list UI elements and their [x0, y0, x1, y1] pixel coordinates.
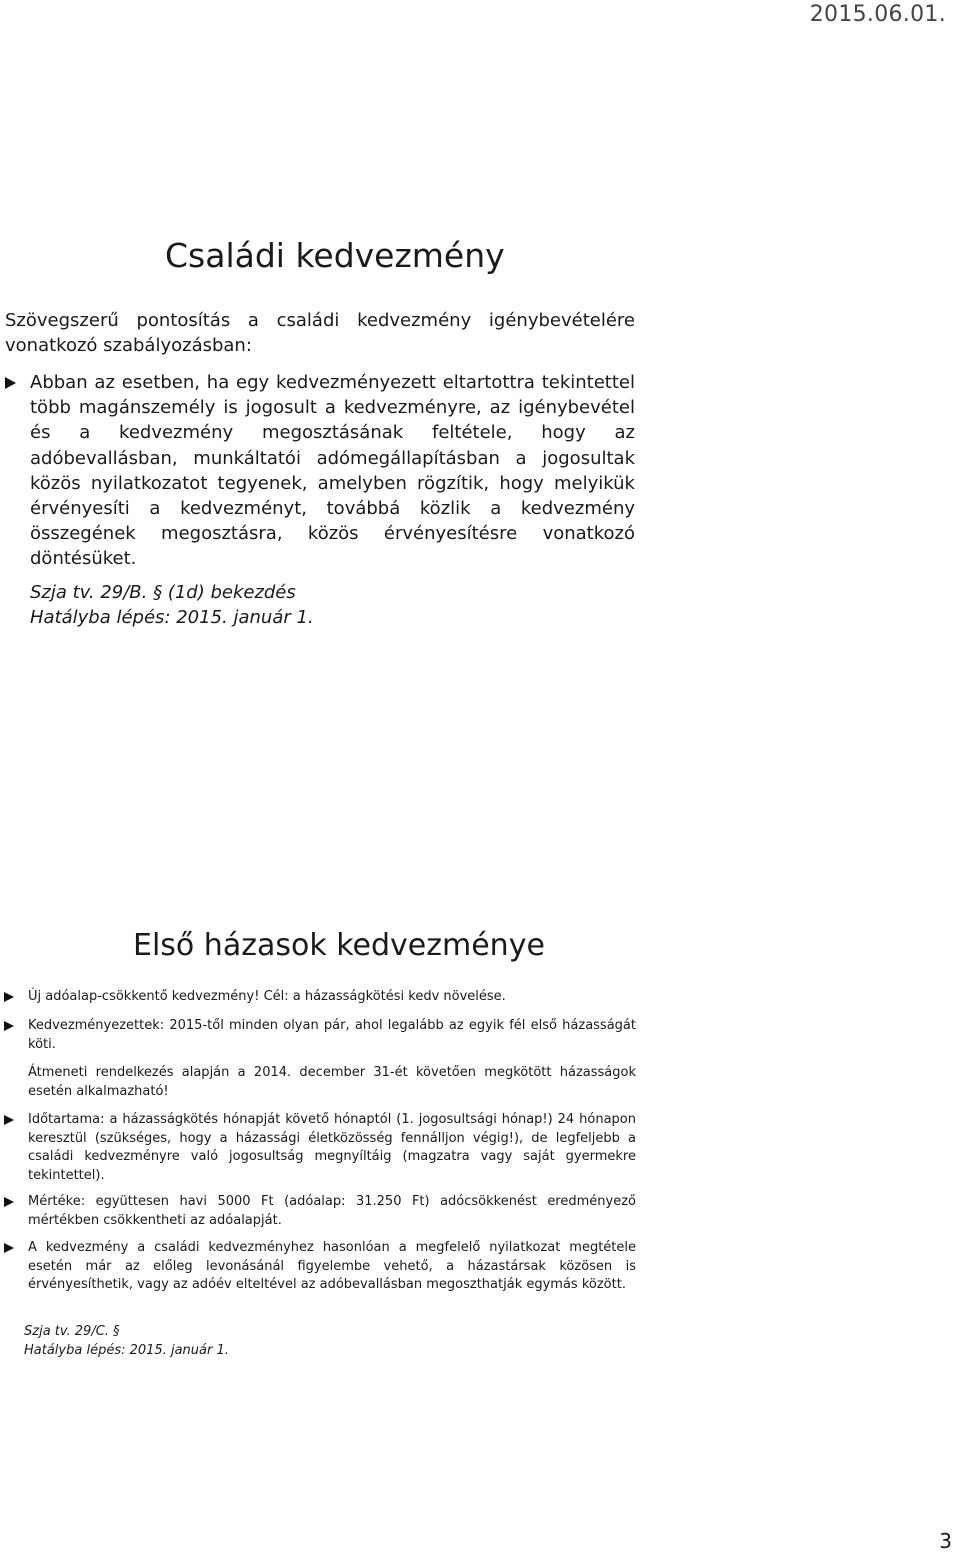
legal-reference	[24, 1322, 229, 1360]
reference-law: Szja tv. 29/C. §	[24, 1324, 120, 1339]
list-item	[4, 1239, 636, 1295]
list-item	[4, 1111, 636, 1185]
list-item-text: Abban az esetben, ha egy kedvezményezett eltartottra tekintettel több magánszemély is jogosult a kedvezményre, az igénybevétel és a kedvezmény megosztásának feltétele, hogy az adóbevallásban, munkáltatói adómegállapításban a jogosultak közös nyilatkozatot tegyenek, amelyben rögzítik, hogy melyikük érvényesíti a kedvezményt, továbbá közlik a kedvezmény összegének megosztásra, közös érvényesítésre vonatkozó döntésüket.	[30, 372, 635, 570]
section-intro: Szövegszerű pontosítás a családi kedvezmény igénybevételére vonatkozó szabályozásban:	[5, 310, 635, 356]
reference-law: Szja tv. 29/B. § (1d) bekezdés	[30, 582, 296, 603]
list-item	[4, 988, 636, 1007]
triangle-bullet-icon	[4, 1197, 14, 1207]
list-item-text: Időtartama: a házasságkötés hónapját követő hónaptól (1. jogosultsági hónap!) 24 hónapon keresztül (szükséges, hogy a házassági életközösség fennálljon végig!), de legfeljebb a családi kedvezményre való jogosultság megnyíltáig (magzatra vagy saját gyermekre tekintettel).	[28, 1112, 636, 1183]
list-item-text: Mértéke: együttesen havi 5000 Ft (adóalap: 31.250 Ft) adócsökkenést eredményező mértékben csökkentheti az adóalapját.	[28, 1194, 636, 1228]
reference-effective-date: Hatályba lépés: 2015. január 1.	[24, 1343, 229, 1358]
transitional-note: Átmeneti rendelkezés alapján a 2014. december 31-ét követően megkötött házasságok esetén alkalmazható!	[28, 1065, 636, 1099]
triangle-bullet-icon	[4, 992, 14, 1002]
section-title-family-allowance: Családi kedvezmény	[165, 236, 505, 275]
page-date: 2015.06.01.	[809, 2, 946, 27]
triangle-bullet-icon	[4, 1021, 14, 1031]
list-item	[5, 370, 635, 572]
section-title-first-marriage: Első házasok kedvezménye	[133, 928, 545, 963]
list-item-text: Új adóalap-csökkentő kedvezmény! Cél: a házasságkötési kedv növelése.	[28, 989, 506, 1004]
page-number: 3	[939, 1529, 952, 1553]
list-item-text: A kedvezmény a családi kedvezményhez hasonlóan a megfelelő nyilatkozat megtétele esetén már az előleg levonásánál figyelembe vehető, a házastársak közösen is érvényesíthetik, vagy az adóév elteltével az adóbevallásban megoszthatják egymás között.	[28, 1240, 636, 1292]
triangle-bullet-icon	[4, 1115, 14, 1125]
legal-reference	[30, 580, 314, 630]
triangle-bullet-icon	[4, 1243, 14, 1253]
list-item	[4, 1017, 636, 1054]
list-item	[4, 1193, 636, 1230]
triangle-bullet-icon	[5, 377, 16, 389]
list-item-text: Kedvezményezettek: 2015-től minden olyan pár, ahol legalább az egyik fél első házasságát köti.	[28, 1018, 636, 1052]
reference-effective-date: Hatályba lépés: 2015. január 1.	[30, 607, 314, 628]
